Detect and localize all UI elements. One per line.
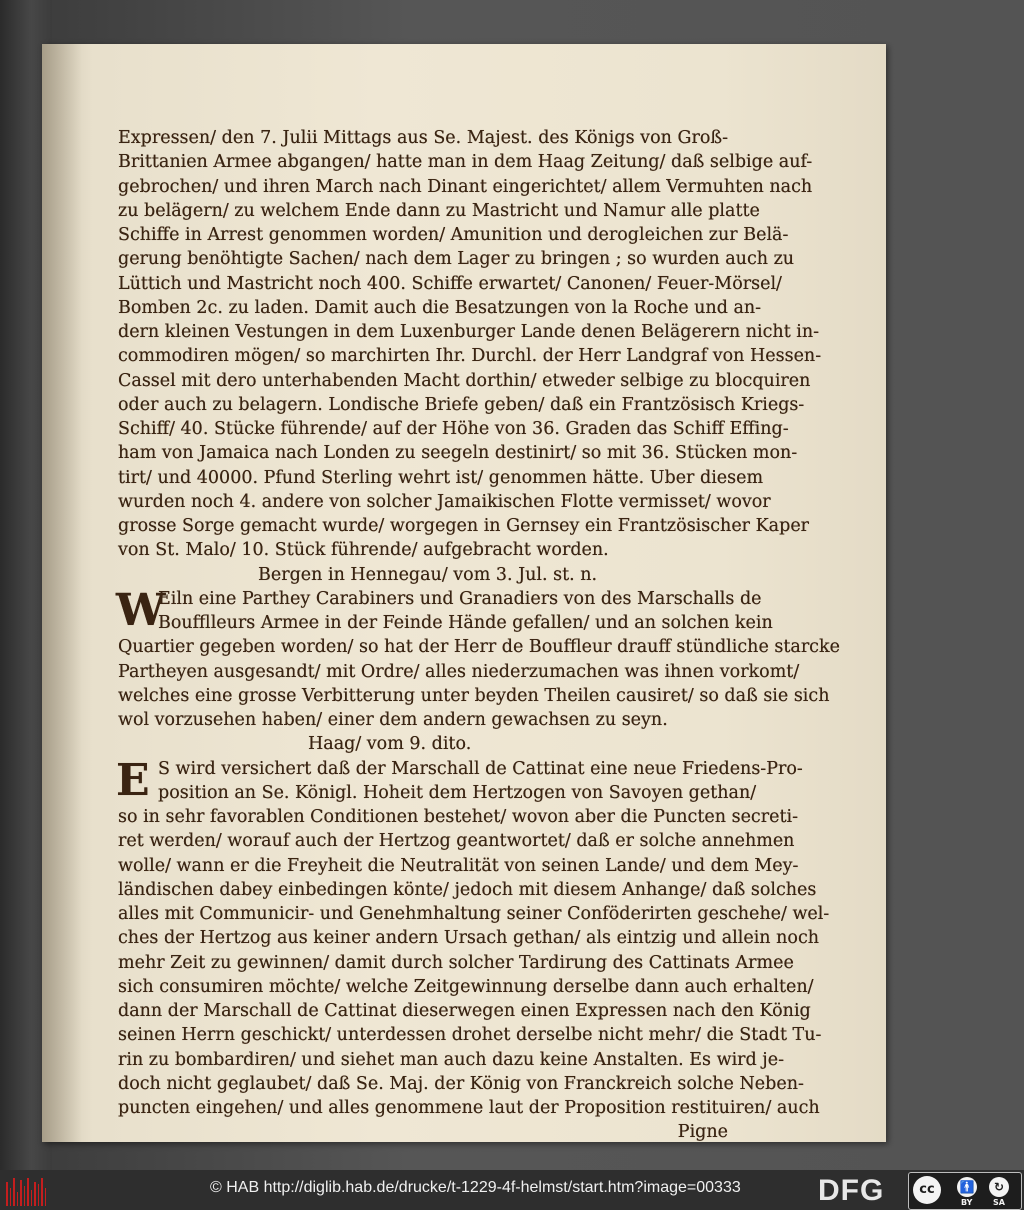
- text-line: grosse Sorge gemacht wurde/ worgegen in Gernsey ein Frantzösischer Kaper: [118, 516, 810, 536]
- text-line: ches der Hertzog aus keiner andern Ursach gethan/ als eintzig und allein noch: [118, 928, 820, 949]
- text-line: alles mit Communicir- und Genehmhaltung seiner Conföderirten geschehe/ wel-: [118, 904, 830, 924]
- text-line: von St. Malo/ 10. Stück führende/ aufgebracht worden.: [118, 540, 609, 561]
- paragraph-3: [116, 754, 830, 1121]
- text-line: commodiren mögen/ so marchirten Ihr. Durchl. der Herr Landgraf von Hessen-: [118, 346, 822, 367]
- share-alike-icon: ↻: [989, 1177, 1009, 1197]
- sa-label: SA: [993, 1198, 1005, 1207]
- section-heading-bergen: Bergen in Hennegau/ vom 3. Jul. st. n.: [258, 564, 598, 585]
- text-line: Lüttich und Mastricht noch 400. Schiffe erwartet/ Canonen/ Feuer-Mörsel/: [118, 273, 782, 294]
- attribution-icon: 🚹: [957, 1177, 977, 1197]
- text-line: Eiln eine Parthey Carabiners und Granadiers von des Marschalls de: [158, 588, 762, 609]
- section-heading-haag: Haag/ vom 9. dito.: [308, 734, 472, 755]
- catchword: Pigne: [677, 1122, 728, 1143]
- text-line: welches eine grosse Verbitterung unter beyden Theilen causiret/ so daß sie sich: [118, 685, 830, 706]
- hab-logo-icon[interactable]: [6, 1176, 46, 1206]
- text-line: S wird versichert daß der Marschall de Cattinat eine neue Friedens-Pro-: [158, 758, 803, 779]
- text-line: wol vorzusehen haben/ einer dem andern gewachsen zu seyn.: [118, 710, 668, 730]
- copyright-link[interactable]: © HAB http://diglib.hab.de/drucke/t-1229-4f-helmst/start.htm?image=00333: [210, 1179, 741, 1196]
- paragraph-2: [116, 584, 840, 733]
- text-line: Boufflleurs Armee in der Feinde Hände gefallen/ und an solchen kein: [158, 613, 773, 633]
- text-line: puncten eingehen/ und alles genommene laut der Proposition restituiren/ auch: [118, 1098, 820, 1118]
- text-line: ham von Jamaica nach Londen zu seegeln destinirt/ so mit 36. Stücken mon-: [118, 443, 798, 464]
- text-line: wurden noch 4. andere von solcher Jamaikischen Flotte vermisset/ wovor: [118, 491, 771, 512]
- by-label: BY: [961, 1198, 973, 1207]
- drop-cap: W: [116, 584, 166, 636]
- dfg-logo[interactable]: DFG: [818, 1174, 885, 1207]
- text-line: Schiffe in Arrest genommen worden/ Amunition und derogleichen zur Belä-: [118, 225, 789, 245]
- page-text: [116, 126, 840, 1145]
- text-line: ländischen dabey einbedingen könte/ jedoch mit diesem Anhange/ daß solches: [118, 879, 817, 900]
- cc-icon: cc: [913, 1176, 941, 1204]
- text-line: wolle/ wann er die Freyheit die Neutralität von seinen Lande/ und dem Mey-: [118, 855, 799, 876]
- text-line: mehr Zeit zu gewinnen/ damit durch solcher Tardirung des Cattinats Armee: [118, 952, 794, 973]
- text-line: Brittanien Armee abgangen/ hatte man in dem Haag Zeitung/ daß selbige auf-: [118, 152, 813, 173]
- text-line: Schiff/ 40. Stücke führende/ auf der Höhe von 36. Graden das Schiff Effing-: [118, 419, 789, 439]
- text-line: position an Se. Königl. Hoheit dem Hertzogen von Savoyen gethan/: [158, 782, 757, 803]
- text-line: zu belägern/ zu welchem Ende dann zu Mastricht und Namur alle platte: [118, 200, 760, 221]
- text-line: Expressen/ den 7. Julii Mittags aus Se. Majest. des Königs von Groß-: [118, 128, 728, 148]
- paragraph-1: [118, 126, 822, 563]
- text-line: oder auch zu belagern. Londische Briefe geben/ daß ein Frantzösisch Kriegs-: [118, 394, 805, 415]
- text-line: doch nicht geglaubet/ daß Se. Maj. der König von Franckreich solche Neben-: [118, 1073, 804, 1094]
- page-gutter-shadow: [42, 44, 82, 1142]
- text-line: rin zu bombardiren/ und siehet man auch dazu keine Anstalten. Es wird je-: [118, 1049, 784, 1070]
- drop-cap: E: [116, 754, 150, 806]
- text-line: dann der Marschall de Cattinat dieserwegen einen Expressen nach den König: [118, 1001, 811, 1021]
- text-line: ret werden/ worauf auch der Hertzog geantwortet/ daß er solche annehmen: [118, 831, 795, 852]
- text-line: dern kleinen Vestungen in dem Luxenburger Lande denen Belägerern nicht in-: [118, 322, 820, 342]
- cc-license-badge[interactable]: [908, 1172, 1022, 1210]
- text-line: gebrochen/ und ihren March nach Dinant eingerichtet/ allem Vermuhten nach: [118, 176, 813, 197]
- text-line: Cassel mit dero unterhabenden Macht dorthin/ etweder selbige zu blocquiren: [118, 370, 811, 391]
- text-line: tirt/ und 40000. Pfund Sterling wehrt ist/ genommen hätte. Uber diesem: [118, 467, 764, 488]
- text-line: gerung benöhtigte Sachen/ nach dem Lager zu bringen ; so wurden auch zu: [118, 249, 795, 270]
- text-line: Partheyen ausgesandt/ mit Ordre/ alles niederzumachen was ihnen vorkomt/: [118, 661, 800, 682]
- text-line: seinen Herrn geschickt/ unterdessen drohet derselbe nicht mehr/ die Stadt Tu-: [118, 1025, 822, 1046]
- text-line: sich consumiren möchte/ welche Zeitgewinnung derselbe dann auch erhalten/: [118, 976, 814, 997]
- text-line: Bomben 2c. zu laden. Damit auch die Besatzungen von la Roche und an-: [118, 297, 762, 318]
- text-line: Quartier gegeben worden/ so hat der Herr de Bouffleur drauff stündliche starcke: [118, 637, 840, 658]
- text-line: so in sehr favorablen Conditionen bestehet/ wovon aber die Puncten secreti-: [118, 807, 798, 827]
